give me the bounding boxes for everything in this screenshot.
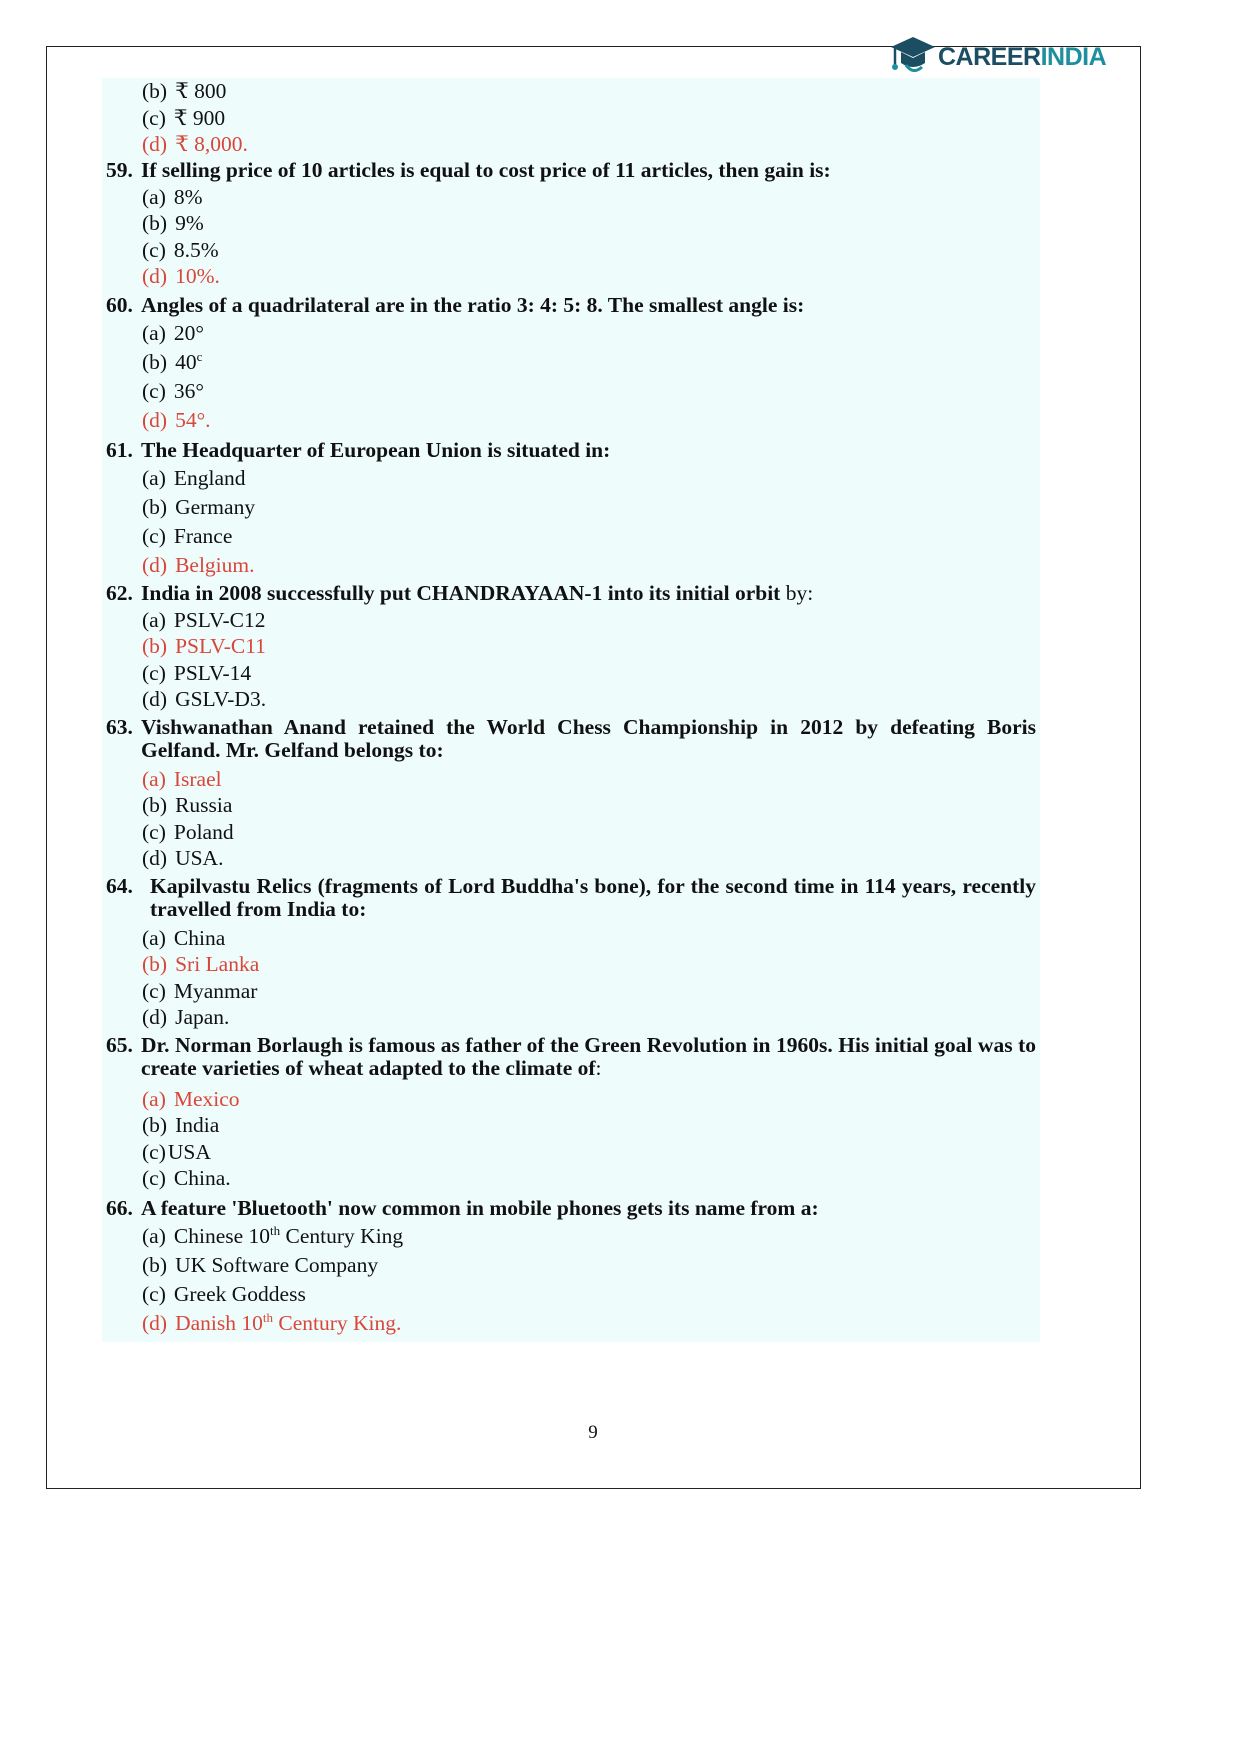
option: (b) 9% bbox=[142, 211, 204, 235]
question-64 bbox=[102, 872, 1040, 1031]
option: (a) 8% bbox=[142, 184, 203, 209]
question-61 bbox=[102, 435, 1040, 580]
page-number: 9 bbox=[588, 1422, 598, 1443]
option: (b) Russia bbox=[142, 793, 233, 817]
option: (c) Greek Goddess bbox=[142, 1281, 306, 1306]
option: (c) 8.5% bbox=[142, 237, 219, 262]
option: (b) UK Software Company bbox=[142, 1252, 379, 1277]
option: (a) England bbox=[142, 465, 246, 490]
option-correct: (d) Belgium. bbox=[142, 552, 255, 577]
option: (b) 40$^c$ bbox=[142, 348, 203, 374]
option: (a) 20° bbox=[142, 320, 204, 345]
option: (c) ₹ 900 bbox=[142, 105, 226, 130]
option: (b) Germany bbox=[142, 494, 256, 519]
option: (a) China bbox=[142, 925, 226, 950]
question-65 bbox=[102, 1031, 1040, 1192]
question-59 bbox=[102, 158, 1040, 290]
logo-india: INDIA bbox=[1040, 42, 1107, 71]
option: (c) PSLV-14 bbox=[142, 660, 252, 685]
career-india-logo bbox=[890, 34, 1106, 80]
option: (a) Chinese 10th Century King bbox=[142, 1222, 404, 1248]
question-text: 61. The Headquarter of European Union is situated in: bbox=[106, 437, 611, 462]
question-text: 64. Kapilvastu Relics (fragments of Lord Buddha's bone), for the second time in 114 years, recently travelled from India to: bbox=[106, 873, 1036, 921]
question-text: 62. India in 2008 successfully put CHANDRAYAAN-1 into its initial orbit by: bbox=[106, 580, 814, 605]
option-correct: (d) ₹ 8,000. bbox=[142, 132, 248, 156]
option-correct: (d) 54°. bbox=[142, 407, 211, 432]
option: (a) PSLV-C12 bbox=[142, 607, 266, 632]
question-text: 60. Angles of a quadrilateral are in the ratio 3: 4: 5: 8. The smallest angle is: bbox=[106, 292, 805, 317]
option: (d) GSLV-D3. bbox=[142, 687, 267, 711]
option-correct: (a) Mexico bbox=[142, 1086, 240, 1111]
option-correct: (b) PSLV-C11 bbox=[142, 634, 266, 658]
option-correct: (a) Israel bbox=[142, 766, 222, 791]
option: (c)USA bbox=[142, 1139, 211, 1164]
question-60 bbox=[102, 290, 1040, 435]
option: (c) China. bbox=[142, 1166, 231, 1190]
question-content bbox=[102, 78, 1040, 1342]
logo-career: CAREER bbox=[938, 42, 1041, 71]
option: (c) 36° bbox=[142, 378, 204, 403]
question-62 bbox=[102, 580, 1040, 713]
option: (c) France bbox=[142, 523, 233, 548]
question-text: 59. If selling price of 10 articles is equal to cost price of 11 articles, then gain is: bbox=[106, 157, 831, 182]
option: (b) India bbox=[142, 1113, 220, 1137]
option: (c) Myanmar bbox=[142, 978, 258, 1003]
option: (d) Japan. bbox=[142, 1005, 230, 1029]
option: (b) ₹ 800 bbox=[142, 79, 227, 103]
option-correct: (d) Danish 10th Century King. bbox=[142, 1309, 402, 1335]
carryover-options bbox=[102, 78, 1040, 158]
logo-text bbox=[938, 43, 1106, 72]
option-correct: (b) Sri Lanka bbox=[142, 952, 260, 976]
question-text: 66. A feature 'Bluetooth' now common in mobile phones gets its name from a: bbox=[106, 1195, 819, 1220]
question-63 bbox=[102, 713, 1040, 872]
question-text: 65. Dr. Norman Borlaugh is famous as father of the Green Revolution in 1960s. His initial goal was to create varieties of wheat adapted to the climate of: bbox=[106, 1032, 1036, 1080]
option-correct: (d) 10%. bbox=[142, 264, 220, 288]
option: (c) Poland bbox=[142, 819, 234, 844]
graduation-cap-icon bbox=[890, 35, 936, 79]
option: (d) USA. bbox=[142, 846, 224, 870]
question-66 bbox=[102, 1192, 1040, 1342]
question-text: 63. Vishwanathan Anand retained the World Chess Championship in 2012 by defeating Boris Gelfand. Mr. Gelfand belongs to: bbox=[106, 714, 1036, 762]
